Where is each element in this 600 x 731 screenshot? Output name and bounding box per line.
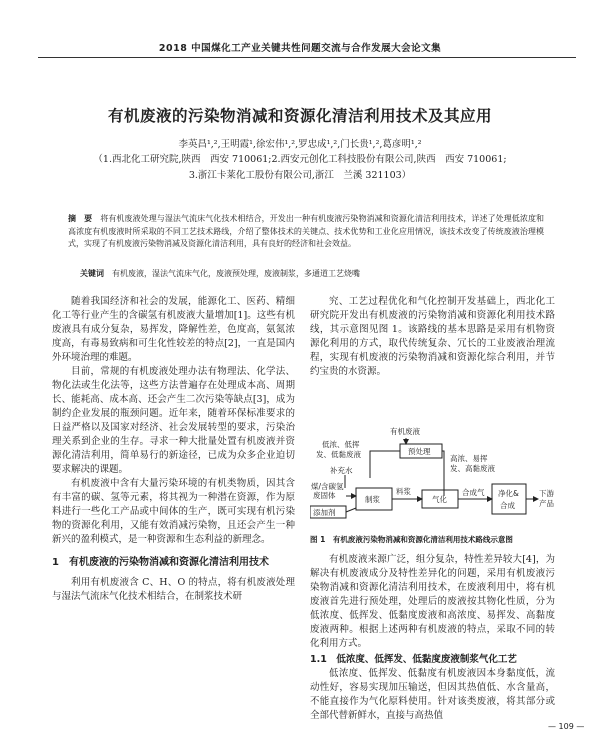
label-downstream-2: 产品 xyxy=(539,499,554,508)
right-paragraph-2: 有机废液来源广泛，组分复杂，特性差异较大[4]，为解决有机废液成分及特性差异化的问题，采用有机废液污染物消减和资源化清洁利用技术，在废液利用中，将有机废液首先进行预处理，处理后的废液按其物化性质，分为低浓度、低挥发、低黏度废液和高浓度、易挥发、高黏度废液两种。根据上述两种有机废液的特点，采取不同的转化利用方式。 xyxy=(310,554,555,649)
left-column xyxy=(52,295,295,604)
intro-paragraph-3: 有机废液中含有大量污染环境的有机类物质，因其含有丰富的碳、氢等元素，将其视为一种潜在资源，作为原料进行一些化工产品或中间体的生产，既可实现有机污染物的资源化利用，又能有效消减污染物，且还会产生一种新兴的盈利模式，是一种资源和生态利益的新理念。 xyxy=(52,478,295,545)
process-flow-diagram xyxy=(310,426,560,531)
label-organic-waste: 有机废液 xyxy=(390,427,420,436)
keywords xyxy=(80,268,540,280)
affiliation-line-1: （1.西北化工研究院,陕西 西安 710061;2.西安元创化工科技股份有限公司,陕西 西安 710061; xyxy=(93,154,507,165)
abstract xyxy=(68,213,544,251)
label-low-visc: 发、低黏废液 xyxy=(316,450,361,459)
label-slurry: 料浆 xyxy=(396,487,411,496)
right-column xyxy=(310,295,555,379)
label-high-visc: 发、高黏废液 xyxy=(450,464,495,473)
affiliation-line-2: 3.浙江卡莱化工股份有限公司,浙江 兰溪 321103） xyxy=(188,170,412,181)
subsection-1-1-title: 1.1 低浓度、低挥发、低黏度废液制浆气化工艺 xyxy=(310,654,517,665)
label-slurry-making: 制浆 xyxy=(365,495,380,504)
section-1-title: 1 有机废液的污染物消减和资源化清洁利用技术 xyxy=(52,557,269,568)
label-high-conc: 高浓、易挥 xyxy=(450,454,488,463)
label-pretreat: 预处理 xyxy=(408,447,431,456)
running-header: 2018 中国煤化工产业关键共性问题交流与合作发展大会论文集 xyxy=(158,43,442,54)
label-gasification: 气化 xyxy=(432,495,447,504)
figure-caption: 图 1 有机废液污染物消减和资源化清洁利用技术路线示意图 xyxy=(310,535,513,544)
intro-paragraph-1: 随着我国经济和社会的发展，能源化工、医药、精细化工等行业产生的含碳氢有机废液大量增加[1]。这些有机废液具有成分复杂，易挥发，降解性差，色度高，氨氮浓度高，有毒易致病和可生化性较差的特点[2]，一直是国内外环境治理的难题。 xyxy=(52,296,295,363)
right-paragraph-1: 究、工艺过程优化和气化控制开发基础上，西北化工研究院开发出有机废液的污染物消减和资源化利用技术路线，其示意图见图 1。该路线的基本思路是采用有机物资源化利用的方式，取代传统复杂、冗长的工业废液治理流程，实现有机废液的污染物消减和资源化综合利用，并节约宝贵的水资源。 xyxy=(310,296,555,377)
authors: 李英昌¹,²,王明霞¹,徐宏伟¹,²,罗忠成¹,²,门长贵¹,²,葛彦明¹,² xyxy=(178,139,422,150)
right-column-lower xyxy=(310,553,555,723)
label-low-conc: 低浓、低挥 xyxy=(322,440,360,449)
label-additive: 添加剂 xyxy=(313,508,336,517)
label-solid-waste: 废固体 xyxy=(313,491,336,500)
section-1-paragraph: 利用有机废液含 C、H、O 的特点，将有机废液处理与湿法气流床气化技术相结合，在制浆技术研 xyxy=(52,577,295,602)
keywords-text: 有机废液，湿法气流床气化，废液预处理，废液制浆，多通道工艺烧嘴 xyxy=(112,269,360,278)
label-make-water: 补充水 xyxy=(330,466,353,475)
label-synthesis: 合成 xyxy=(500,501,515,510)
label-coal: 煤/含碳氢 xyxy=(311,482,344,491)
intro-paragraph-2: 目前，常规的有机废液处理办法有物理法、化学法、物化法或生化法等，这些方法普遍存在处理成本高、周期长、能耗高、成本高、还会产生二次污染等缺点[3]，成为制约企业发展的瓶颈问题。近年来，随着环保标准要求的日益严格以及国家对经济、社会发展转型的要求，污染治理关系到企业的生存。寻求一种大批量处置有机废液并资源化清洁利用，简单易行的新途径，已成为众多企业迫切要求解决的课题。 xyxy=(52,366,295,475)
abstract-label: 摘 要 xyxy=(68,214,93,223)
label-syngas: 合成气 xyxy=(462,488,485,497)
subsection-1-1-paragraph: 低浓度、低挥发、低黏度有机废液因本身黏度低，流动性好，容易实现加压输送，但因其热值低、水含量高，不能直接作为气化原料使用。针对该类废液，将其部分或全部代替新鲜水，直接与高热值 xyxy=(310,668,555,721)
paper-title: 有机废液的污染物消减和资源化清洁利用技术及其应用 xyxy=(107,107,492,125)
header-rule xyxy=(38,57,576,58)
keywords-label: 关键词 xyxy=(80,269,104,278)
abstract-text: 将有机废液处理与湿法气流床气化技术相结合，开发出一种有机废液污染物消减和资源化清洁利用技术，详述了处理低浓度和高浓度有机废液时所采取的不同工艺技术路线，介绍了整体技术的关键点、技术优势和工业化应用情况，该技术改变了传统废液治理模式，实现了有机废液污染物消减及资源化清洁利用，具有良好的经济和社会效益。 xyxy=(68,214,545,248)
label-purify: 净化& xyxy=(498,489,519,498)
page-number: — 109 — xyxy=(548,722,585,731)
label-downstream-1: 下游 xyxy=(539,489,554,498)
